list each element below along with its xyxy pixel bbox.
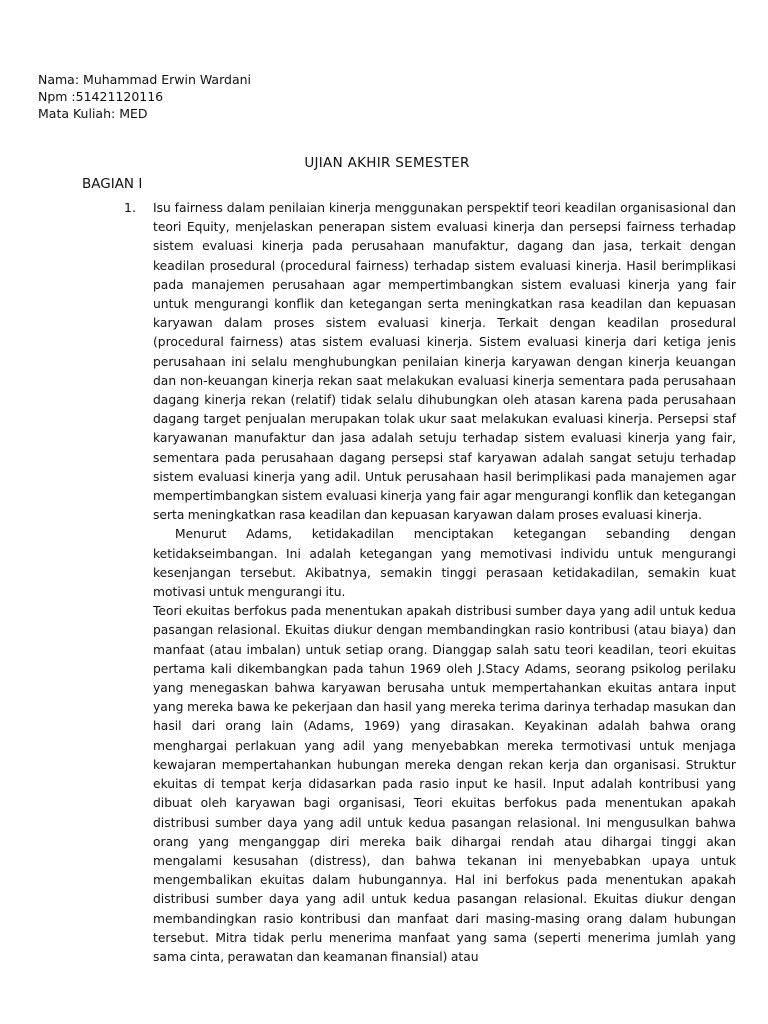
student-npm: Npm :51421120116 — [38, 89, 164, 104]
student-name: Nama: Muhammad Erwin Wardani — [38, 72, 252, 87]
paragraph-2: Menurut Adams, ketidakadilan menciptakan ketegangan sebanding dengan ketidakseimbangan. Ini adalah ketegangan yang memotivasi individu untuk mengurangi kesenjangan tersebut. Akibatnya, semakin tinggi perasaan ketidakadilan, semakin kuat motivasi untuk mengurangi itu. — [153, 527, 736, 600]
document-title: UJIAN AKHIR SEMESTER — [304, 155, 470, 171]
student-info — [38, 71, 251, 122]
answer-body — [153, 199, 736, 967]
course-name: Mata Kuliah: MED — [38, 106, 148, 121]
paragraph-3: Teori ekuitas berfokus pada menentukan apakah distribusi sumber daya yang adil untuk kedua pasangan relasional. Ekuitas diukur dengan membandingkan rasio kontribusi (atau biaya) dan manfaat (atau imbalan) untuk setiap orang. Dianggap salah satu teori keadilan, teori ekuitas pertama kali dikembangkan pada tahun 1969 oleh J.Stacy Adams, seorang psikolog perilaku yang menegaskan bahwa karyawan berusaha untuk mempertahankan ekuitas antara input yang mereka bawa ke pekerjaan dan hasil yang mereka terima darinya terhadap masukan dan hasil dari orang lain (Adams, 1969) yang dirasakan. Keyakinan adalah bahwa orang menghargai perlakuan yang adil yang menyebabkan mereka termotivasi untuk menjaga kewajaran mempertahankan hubungan mereka dengan rekan kerja dan organisasi. Struktur ekuitas di tempat kerja didasarkan pada rasio input ke hasil. Input adalah kontribusi yang dibuat oleh karyawan bagi organisasi, Teori ekuitas berfokus pada menentukan apakah distribusi sumber daya yang adil untuk kedua pasangan relasional. Ini mengusulkan bahwa orang yang menganggap diri mereka baik dihargai rendah atau dihargai tinggi akan mengalami kesusahan (distress), dan bahwa tekanan ini menyebabkan upaya untuk mengembalikan ekuitas dalam hubungannya. Hal ini berfokus pada menentukan apakah distribusi sumber daya yang adil untuk kedua pasangan relasional. Ekuitas diukur dengan membandingkan rasio kontribusi dan manfaat dari masing-masing orang dalam hubungan tersebut. Mitra tidak perlu menerima manfaat yang sama (seperti menerima jumlah yang sama cinta, perawatan dan keamanan finansial) atau — [153, 604, 736, 964]
section-heading: BAGIAN I — [82, 176, 143, 192]
question-number: 1. — [124, 200, 136, 215]
paragraph-1: Isu fairness dalam penilaian kinerja menggunakan perspektif teori keadilan organisasional dan teori Equity, menjelaskan penerapan sistem evaluasi kinerja dan persepsi fairness terhadap sistem evaluasi kinerja pada perusahaan manufaktur, dagang dan jasa, terkait dengan keadilan prosedural (procedural fairness) terhadap sistem evaluasi kinerja. Hasil berimplikasi pada manajemen perusahaan agar mempertimbangkan sistem evaluasi kinerja yang fair untuk mengurangi konflik dan ketegangan serta meningkatkan rasa keadilan dan kepuasan karyawan dalam proses sistem evaluasi kinerja. Terkait dengan keadilan prosedural (procedural fairness) atas sistem evaluasi kinerja. Sistem evaluasi kinerja dari ketiga jenis perusahaan ini selalu menghubungkan penilaian kinerja karyawan dengan kinerja keuangan dan non-keuangan kinerja rekan saat melakukan evaluasi kinerja sementara pada perusahaan dagang kinerja rekan (relatif) tidak selalu dihubungkan oleh atasan karena pada perusahaan dagang target penjualan merupakan tolak ukur saat melakukan evaluasi kinerja. Persepsi staf karyawanan manufaktur dan jasa adalah setuju terhadap sistem evaluasi kinerja yang fair, sementara pada perusahaan dagang persepsi staf karyawan adalah sangat setuju terhadap sistem evaluasi kinerja yang adil. Untuk perusahaan hasil berimplikasi pada manajemen agar mempertimbangkan sistem evaluasi kinerja yang fair agar mengurangi konflik dan ketegangan serta meningkatkan rasa keadilan dan kepuasan karyawan dalam proses evaluasi kinerja. — [153, 201, 736, 523]
